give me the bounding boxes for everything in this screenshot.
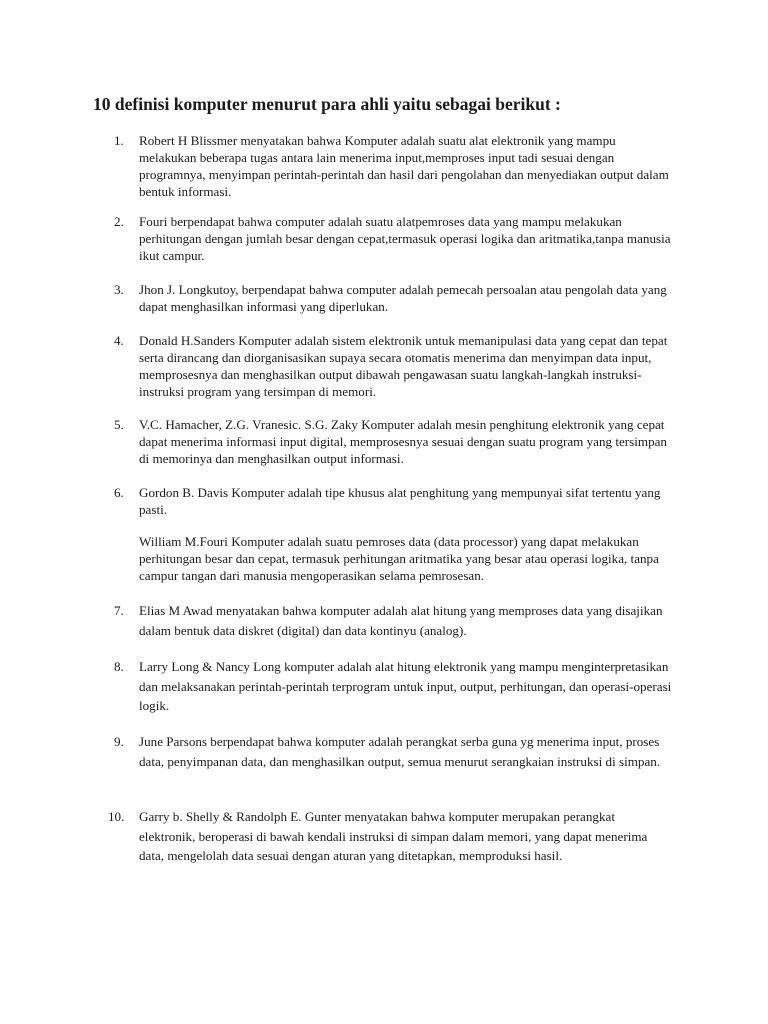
list-item bbox=[114, 484, 674, 518]
list-item bbox=[114, 416, 674, 467]
list-item-text: Garry b. Shelly & Randolph E. Gunter menyatakan bahwa komputer merupakan perangkat elektronik, beroperasi di bawah kendali instruksi di simpan dalam memori, yang dapat menerima data, mengelolah data sesuai dengan aturan yang ditetapkan, memproduksi hasil. bbox=[139, 809, 648, 863]
list-item-text: Fouri berpendapat bahwa computer adalah suatu alatpemroses data yang mampu melakukan perhitungan dengan jumlah besar dengan cepat,termasuk operasi logika dan aritmatika,tanpa manusia ikut campur. bbox=[139, 214, 671, 263]
list-item-text: Donald H.Sanders Komputer adalah sistem elektronik untuk memanipulasi data yang cepat dan tepat serta dirancang dan diorganisasikan supaya secara otomatis menerima dan menyimpan data input, memprosesnya dan menghasilkan output dibawah pengawasan suatu langkah-langkah instruksi-instruksi program yang tersimpan di memori. bbox=[139, 333, 668, 399]
list-item-text: Robert H Blissmer menyatakan bahwa Komputer adalah suatu alat elektronik yang mampu melakukan beberapa tugas antara lain menerima input,memproses input tadi sesuai dengan programnya, menyimpan perintah-perintah dan hasil dari pengolahan dan menyediakan output dalam bentuk informasi. bbox=[139, 133, 669, 199]
list-item bbox=[114, 732, 674, 771]
list-item-number: 5. bbox=[114, 417, 124, 432]
list-item bbox=[114, 657, 674, 716]
list-item bbox=[108, 807, 674, 866]
list-item-number: 2. bbox=[114, 214, 124, 229]
list-item-number: 4. bbox=[114, 333, 124, 348]
list-item-text: Gordon B. Davis Komputer adalah tipe khusus alat penghitung yang mempunyai sifat tertentu yang pasti. bbox=[139, 485, 661, 517]
list-item-text: June Parsons berpendapat bahwa komputer adalah perangkat serba guna yg menerima input, proses data, penyimpanan data, dan menghasilkan output, semua menurut serangkaian instruksi di simpan. bbox=[139, 734, 661, 769]
list-item bbox=[114, 132, 674, 200]
list-item bbox=[114, 332, 674, 400]
list-item-number: 9. bbox=[114, 734, 124, 749]
list-item-number: 1. bbox=[114, 133, 124, 148]
list-item-number: 6. bbox=[114, 485, 124, 500]
list-item-text: Larry Long & Nancy Long komputer adalah alat hitung elektronik yang mampu menginterpretasikan dan melaksanakan perintah-perintah terprogram untuk input, output, perhitungan, dan operasi-operasi logik. bbox=[139, 659, 672, 713]
list-item-number: 10. bbox=[108, 809, 125, 824]
list-item bbox=[114, 281, 674, 315]
list-item-text: V.C. Hamacher, Z.G. Vranesic. S.G. Zaky Komputer adalah mesin penghitung elektronik yang cepat dapat menerima informasi input digital, memprosesnya sesuai dengan suatu program yang tersimpan di memorinya dan menghasilkan output informasi. bbox=[139, 417, 667, 466]
list-item-text: Elias M Awad menyatakan bahwa komputer adalah alat hitung yang memproses data yang disajikan dalam bentuk data diskret (digital) dan data kontinyu (analog). bbox=[139, 603, 663, 638]
list-item-text: Jhon J. Longkutoy, berpendapat bahwa computer adalah pemecah persoalan atau pengolah data yang dapat menghasilkan informasi yang diperlukan. bbox=[139, 282, 667, 314]
document-title: 10 definisi komputer menurut para ahli yaitu sebagai berikut : bbox=[93, 94, 561, 114]
list-item-number: 8. bbox=[114, 659, 124, 674]
extra-paragraph: William M.Fouri Komputer adalah suatu pemroses data (data processor) yang dapat melakukan perhitungan besar dan cepat, termasuk perhitungan aritmatika yang besar atau operasi logika, tanpa campur tangan dari manusia mengoperasikan selama pemrosesan. bbox=[139, 534, 659, 583]
list-item-number: 7. bbox=[114, 603, 124, 618]
list-item bbox=[114, 601, 674, 640]
list-item bbox=[114, 213, 674, 264]
list-item-number: 3. bbox=[114, 282, 124, 297]
